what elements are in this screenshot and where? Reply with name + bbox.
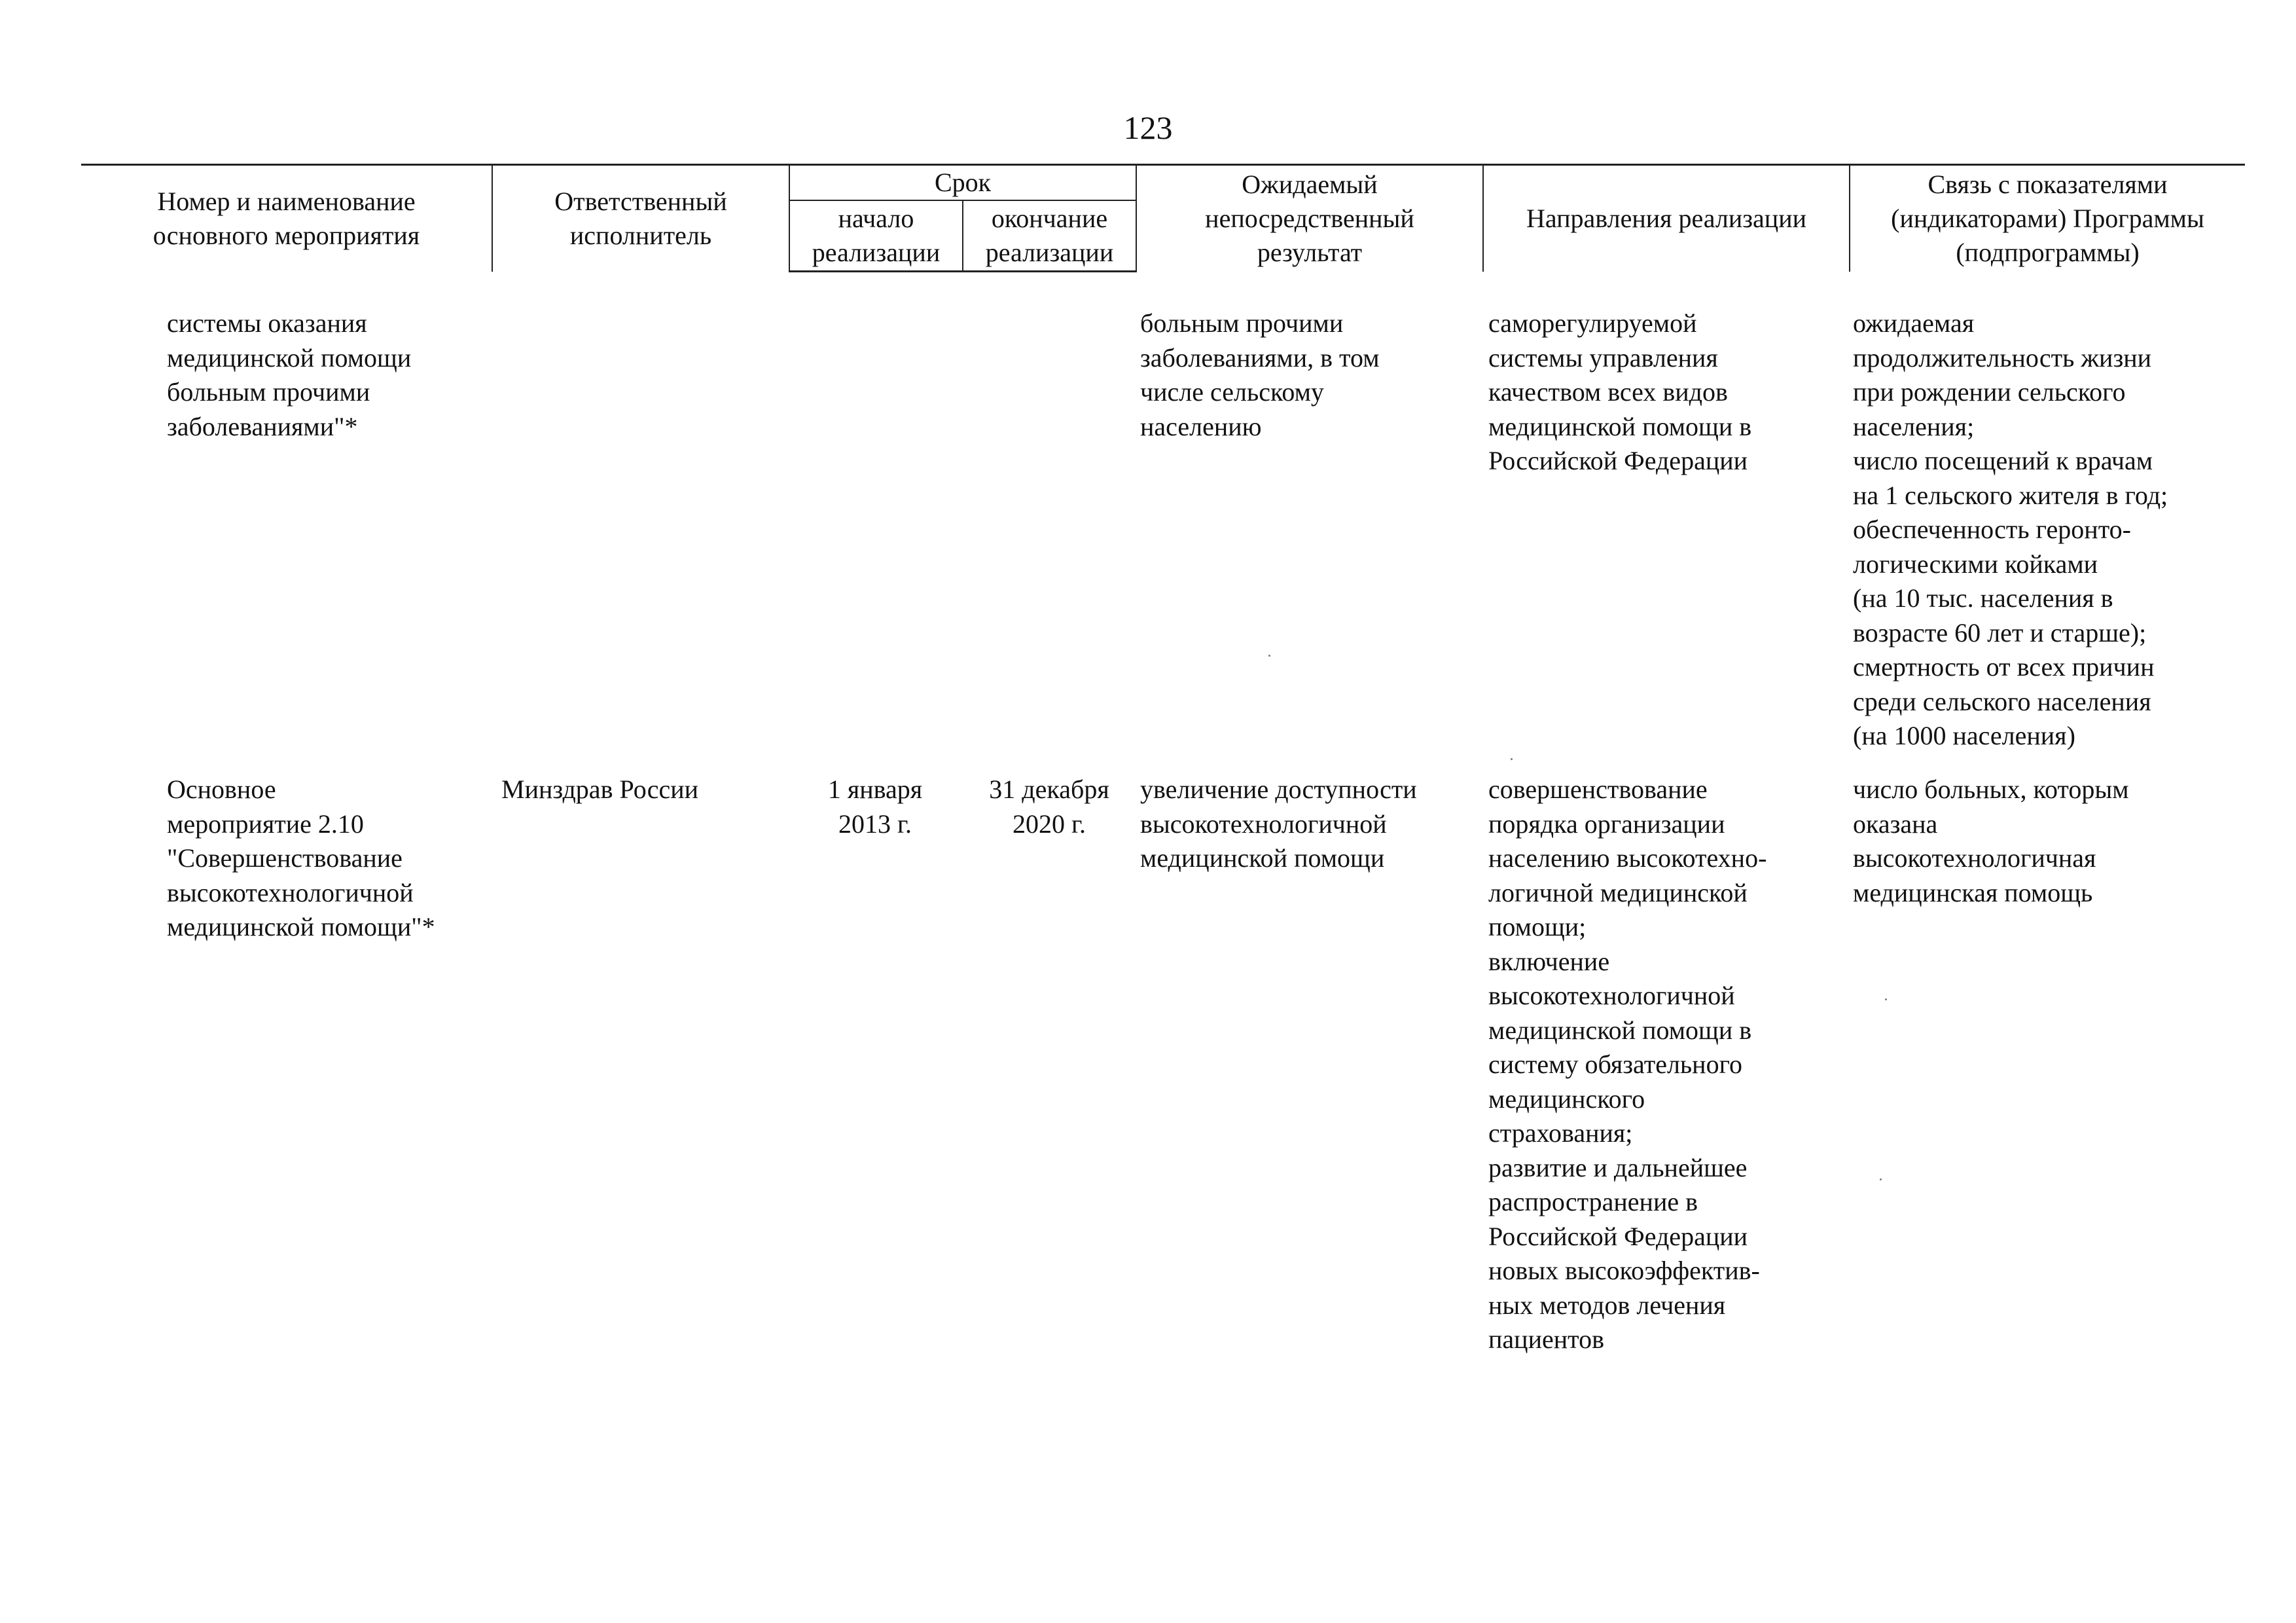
row1-indicators: ожидаемая продолжительность жизни при рождении сельского населения; число посещений к врачам на 1 сельского жителя в год; обеспеченность геронто- логическими койками (на 10 тыс. населения в возрасте 60 лет и старше); смертность от всех причин среди сельского населения (на 1000 населения) bbox=[1853, 308, 2168, 750]
header-indicators: Связь с показателями (индикаторами) Программы (подпрограммы) bbox=[1850, 165, 2245, 272]
header-name: Номер и наименование основного мероприятия bbox=[81, 165, 492, 272]
page-number: 123 bbox=[1123, 109, 1173, 146]
row2-name: Основное мероприятие 2.10 "Совершенствование высокотехнологичной медицинской помощи"* bbox=[167, 775, 435, 941]
header-result: Ожидаемый непосредственный результат bbox=[1136, 165, 1483, 272]
row1-result: больным прочими заболеваниями, в том числе сельскому населению bbox=[1140, 308, 1380, 441]
row1-directions: саморегулируемой системы управления качеством всех видов медицинской помощи в Российской Федерации bbox=[1488, 308, 1752, 475]
row2-indicators: число больных, которым оказана высокотехнологичная медицинская помощь bbox=[1853, 775, 2129, 907]
scan-speck bbox=[1268, 655, 1270, 657]
row2-result: увеличение доступности высокотехнологичной медицинской помощи bbox=[1140, 775, 1417, 873]
header-term: Срок bbox=[789, 165, 1136, 201]
table-header bbox=[81, 164, 2245, 272]
row1-name: системы оказания медицинской помощи больным прочими заболеваниями"* bbox=[167, 308, 412, 441]
scan-speck bbox=[1885, 998, 1887, 1000]
header-directions: Направления реализации bbox=[1483, 165, 1850, 272]
header-start: начало реализации bbox=[789, 200, 963, 272]
row2-directions: совершенствование порядка организации населению высокотехно- логичной медицинской помощи; включение высокотехнологичной медицинской помощи в систему обязательного медицинского страхования; развитие и дальнейшее распространение в Российской Федерации новых высокоэффектив- ных методов лечения пациентов bbox=[1488, 775, 1767, 1354]
row2-end: 31 декабря 2020 г. bbox=[989, 775, 1109, 839]
header-end: окончание реализации bbox=[963, 200, 1136, 272]
header-executor: Ответственный исполнитель bbox=[492, 165, 789, 272]
row2-executor: Минздрав России bbox=[501, 775, 699, 804]
row2-start: 1 января 2013 г. bbox=[827, 775, 923, 839]
scan-speck bbox=[1511, 758, 1513, 760]
scan-speck bbox=[1880, 1178, 1882, 1180]
